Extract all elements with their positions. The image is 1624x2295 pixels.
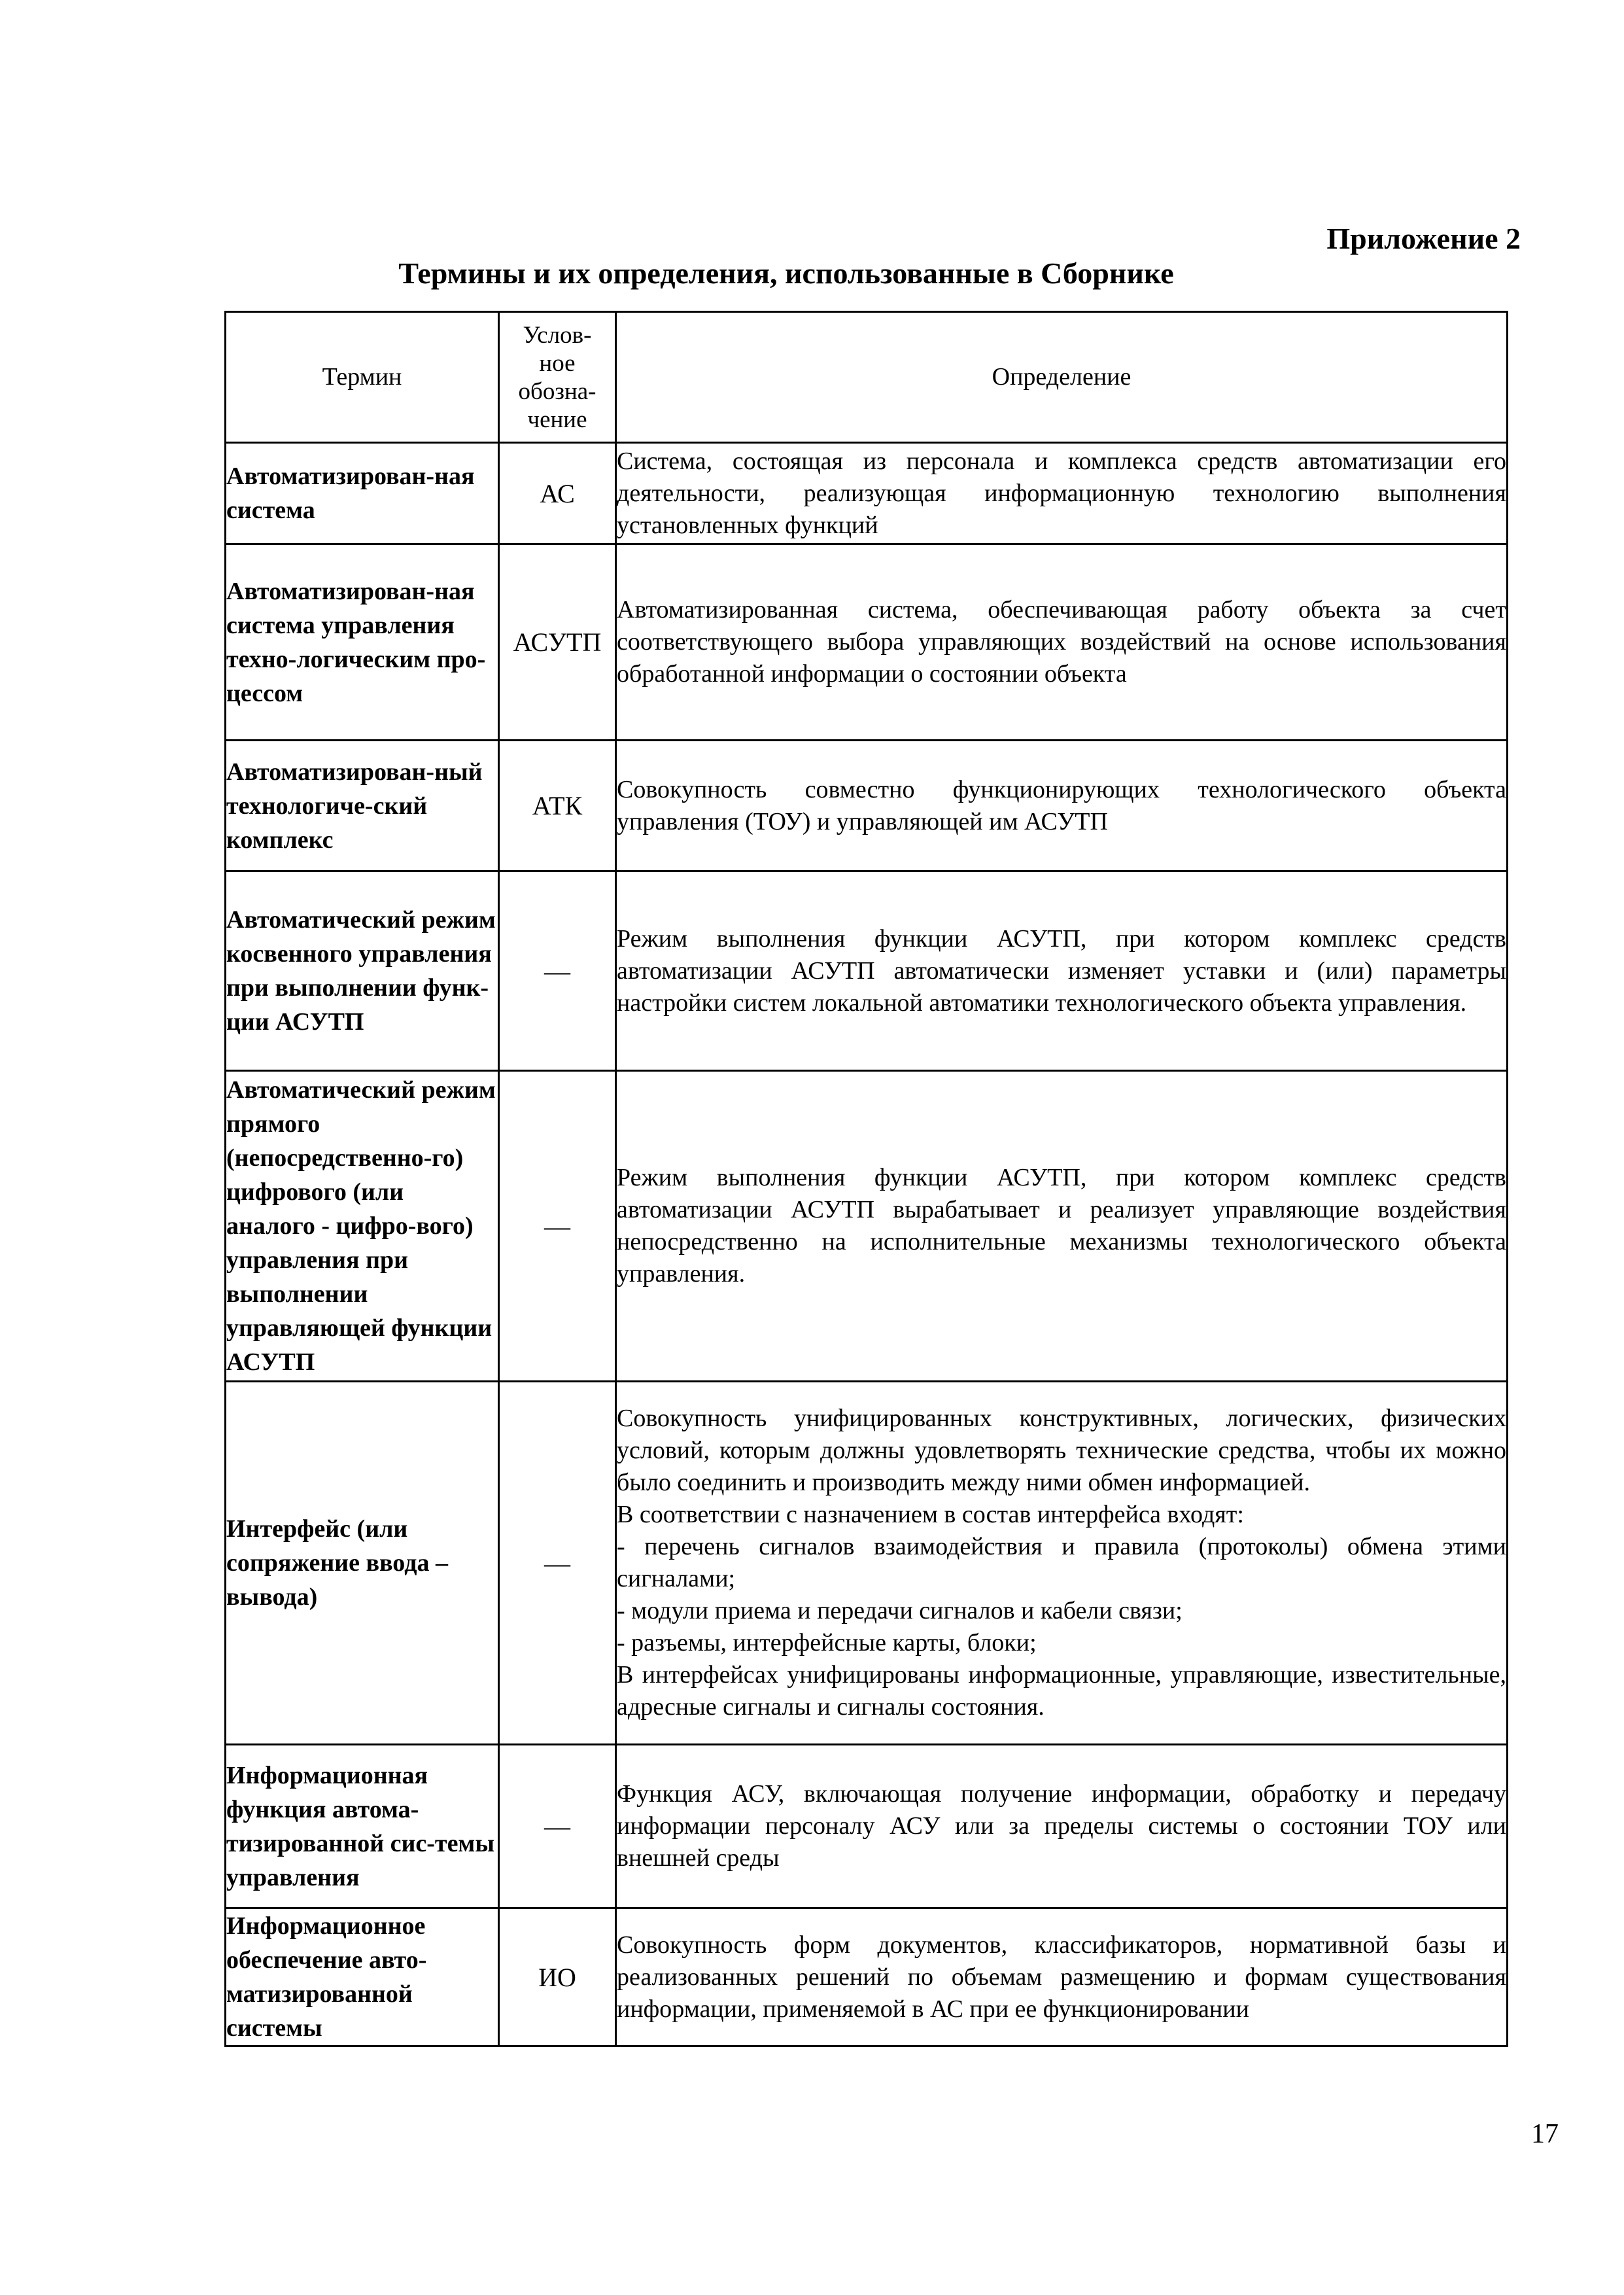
definition-text: Функция АСУ, включающая получение информации, обработку и передачу информации персоналу АСУ или за пределы системы о состоянии ТОУ или внешней среды [617, 1780, 1506, 1872]
term-cell: Информационное обеспечение авто-матизированной системы [226, 1908, 499, 2046]
definition-cell [616, 1745, 1508, 1908]
term-cell: Автоматический режим прямого (непосредственно-го) цифрового (или аналого - цифро-вого) управления при выполнении управляющей функции АСУТП [226, 1071, 499, 1382]
header-term: Термин [226, 312, 499, 443]
header-definition: Определение [616, 312, 1508, 443]
definition-cell [616, 1908, 1508, 2046]
table-row [226, 443, 1508, 544]
definition-text: Система, состоящая из персонала и комплекса средств автоматизации его деятельности, реализующая информационную технологию выполнения установленных функций [617, 447, 1506, 539]
abbreviation-cell: — [499, 1382, 616, 1745]
table-row [226, 1908, 1508, 2046]
page-number: 17 [1531, 2119, 1559, 2149]
definition-text: Совокупность унифицированных конструктивных, логических, физических условий, которым должны удовлетворять технические средства, чтобы их можно было соединить и производить между ними обмен информацией. [617, 1405, 1506, 1496]
definition-text: Режим выполнения функции АСУТП, при котором комплекс средств автоматизации АСУТП автоматически изменяет уставки и (или) параметры настройки систем локальной автоматики технологического объекта управления. [617, 924, 1506, 1017]
table-row [226, 1382, 1508, 1745]
abbreviation-cell: — [499, 871, 616, 1071]
definition-list-item: - разъемы, интерфейсные карты, блоки; [617, 1629, 1037, 1656]
definition-text: Совокупность форм документов, классификаторов, нормативной базы и реализованных решений по объемам размещению и формам существования информации, применяемой в АС при ее функционировании [617, 1931, 1506, 2023]
definition-cell [616, 1071, 1508, 1382]
term-cell: Автоматизирован-ный технологиче-ский комплекс [226, 741, 499, 871]
table-header-row [226, 312, 1508, 443]
term-cell: Автоматизирован-ная система [226, 443, 499, 544]
table-row [226, 741, 1508, 871]
header-abbreviation [499, 312, 616, 443]
definition-cell [616, 544, 1508, 741]
header-abbr-line: Услов- [523, 321, 592, 349]
definition-list-item: - модули приема и передачи сигналов и кабели связи; [617, 1597, 1183, 1624]
abbreviation-cell: — [499, 1071, 616, 1382]
definition-text: Режим выполнения функции АСУТП, при котором комплекс средств автоматизации АСУТП вырабатывает и реализует управляющие воздействия непосредственно на исполнительные механизмы технологического объекта управления. [617, 1164, 1506, 1288]
header-abbr-line: ное [539, 349, 576, 377]
terms-table [224, 311, 1508, 2047]
header-abbr-line: обозна- [518, 377, 596, 405]
table-row [226, 871, 1508, 1071]
table-row [226, 544, 1508, 741]
abbreviation-cell: АСУТП [499, 544, 616, 741]
definition-text: В соответствии с назначением в состав интерфейса входят: [617, 1501, 1244, 1528]
table-row [226, 1745, 1508, 1908]
term-cell: Автоматизирован-ная система управления техно-логическим про-цессом [226, 544, 499, 741]
definition-text: В интерфейсах унифицированы информационные, управляющие, известительные, адресные сигналы и сигналы состояния. [617, 1661, 1506, 1721]
abbreviation-cell: АС [499, 443, 616, 544]
abbreviation-cell: АТК [499, 741, 616, 871]
definition-cell [616, 443, 1508, 544]
appendix-label: Приложение 2 [1326, 222, 1521, 255]
definition-cell [616, 871, 1508, 1071]
page-title: Термины и их определения, использованные в Сборнике [398, 256, 1174, 290]
definition-cell [616, 1382, 1508, 1745]
abbreviation-cell: ИО [499, 1908, 616, 2046]
term-cell: Автоматический режим косвенного управления при выполнении функ-ции АСУТП [226, 871, 499, 1071]
definition-cell [616, 741, 1508, 871]
definition-text: Совокупность совместно функционирующих технологического объекта управления (ТОУ) и управляющей им АСУТП [617, 775, 1506, 835]
header-abbr-line: чение [527, 406, 587, 433]
definition-text: Автоматизированная система, обеспечивающая работу объекта за счет соответствующего выбора управляющих воздействий на основе использования обработанной информации о состоянии объекта [617, 596, 1506, 688]
term-cell: Интерфейс (или сопряжение ввода – вывода) [226, 1382, 499, 1745]
definition-list-item: - перечень сигналов взаимодействия и правила (протоколы) обмена этими сигналами; [617, 1533, 1506, 1592]
term-cell: Информационная функция автома-тизированной сис-темы управления [226, 1745, 499, 1908]
table-row [226, 1071, 1508, 1382]
abbreviation-cell: — [499, 1745, 616, 1908]
